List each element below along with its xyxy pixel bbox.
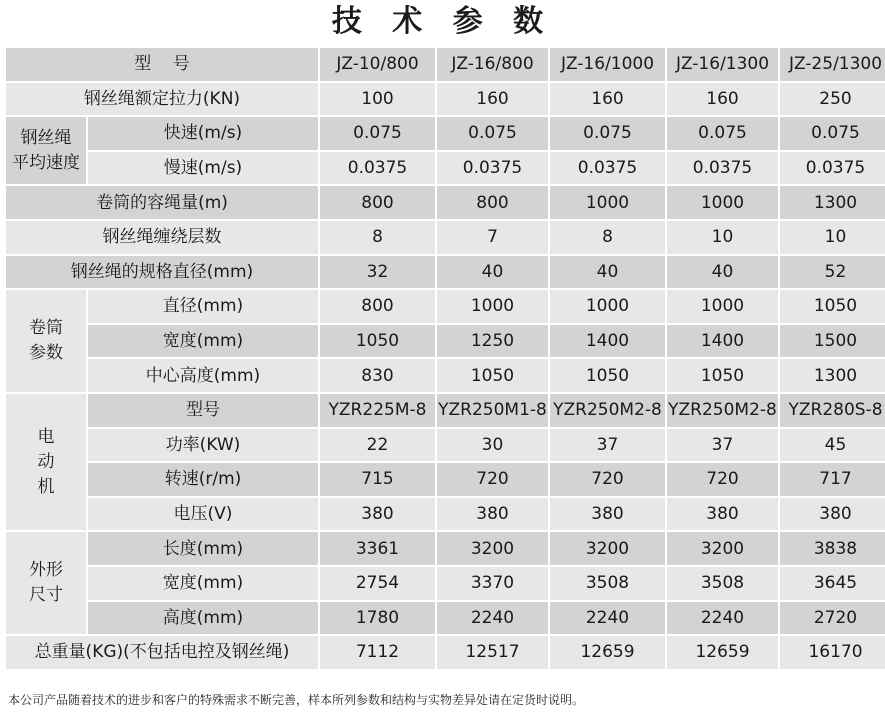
value-cell: YZR225M-8	[320, 394, 435, 427]
value-cell: 37	[550, 429, 665, 462]
value-cell: 1300	[780, 359, 885, 392]
value-cell: 1000	[667, 186, 778, 219]
value-cell: 380	[437, 498, 548, 531]
row-label: 长度(mm)	[88, 532, 318, 565]
page-title: 技 术 参 数	[331, 4, 554, 39]
value-cell: 0.075	[667, 117, 778, 150]
table-row	[6, 636, 885, 669]
value-cell: YZR280S-8	[780, 394, 885, 427]
table-row	[6, 256, 885, 289]
value-cell: 0.0375	[780, 152, 885, 185]
value-cell: 1780	[320, 602, 435, 635]
value-cell: 3200	[437, 532, 548, 565]
row-label: 钢丝绳的规格直径(mm)	[6, 256, 318, 289]
value-cell: 380	[780, 498, 885, 531]
value-cell: 1050	[320, 325, 435, 358]
value-cell: 800	[320, 290, 435, 323]
value-cell: 720	[437, 463, 548, 496]
value-cell: 2240	[667, 602, 778, 635]
group-label-motor	[6, 394, 86, 530]
model-cell: JZ-16/1300	[667, 48, 778, 81]
spec-table	[4, 46, 885, 671]
value-cell: 40	[667, 256, 778, 289]
value-cell: 12659	[550, 636, 665, 669]
table-row	[6, 429, 885, 462]
table-row	[6, 117, 885, 150]
value-cell: 2754	[320, 567, 435, 600]
value-cell: YZR250M1-8	[437, 394, 548, 427]
value-cell: 7112	[320, 636, 435, 669]
value-cell: 380	[320, 498, 435, 531]
row-label: 卷筒的容绳量(m)	[6, 186, 318, 219]
value-cell: 30	[437, 429, 548, 462]
header-row	[6, 48, 885, 81]
table-row	[6, 325, 885, 358]
row-label: 总重量(KG)(不包括电控及钢丝绳)	[6, 636, 318, 669]
row-label: 电压(V)	[88, 498, 318, 531]
value-cell: 3508	[667, 567, 778, 600]
value-cell: 0.075	[320, 117, 435, 150]
value-cell: 12659	[667, 636, 778, 669]
value-cell: 380	[667, 498, 778, 531]
value-cell: 12517	[437, 636, 548, 669]
model-cell: JZ-10/800	[320, 48, 435, 81]
value-cell: 0.0375	[667, 152, 778, 185]
value-cell: 1050	[437, 359, 548, 392]
row-label: 快速(m/s)	[88, 117, 318, 150]
value-cell: 3508	[550, 567, 665, 600]
group-label-drum	[6, 290, 86, 392]
value-cell: 22	[320, 429, 435, 462]
value-cell: 40	[550, 256, 665, 289]
value-cell: 1400	[667, 325, 778, 358]
value-cell: 1050	[550, 359, 665, 392]
row-label: 中心高度(mm)	[88, 359, 318, 392]
value-cell: 52	[780, 256, 885, 289]
value-cell: 800	[437, 186, 548, 219]
row-label: 直径(mm)	[88, 290, 318, 323]
value-cell: 8	[320, 221, 435, 254]
table-row	[6, 152, 885, 185]
group-text: 卷筒 参数	[29, 318, 63, 364]
row-label: 钢丝绳额定拉力(KN)	[6, 83, 318, 116]
value-cell: 40	[437, 256, 548, 289]
value-cell: 0.0375	[550, 152, 665, 185]
value-cell: 10	[780, 221, 885, 254]
value-cell: 250	[780, 83, 885, 116]
value-cell: 720	[550, 463, 665, 496]
value-cell: 1250	[437, 325, 548, 358]
model-cell: JZ-16/1000	[550, 48, 665, 81]
value-cell: 1500	[780, 325, 885, 358]
row-label: 宽度(mm)	[88, 567, 318, 600]
table-row	[6, 498, 885, 531]
model-cell: JZ-16/800	[437, 48, 548, 81]
group-text: 外形 尺寸	[29, 560, 63, 606]
table-row	[6, 602, 885, 635]
value-cell: 3838	[780, 532, 885, 565]
footnote: 本公司产品随着技术的进步和客户的特殊需求不断完善，样本所列参数和结构与实物差异处请在定货时说明。	[8, 693, 585, 707]
value-cell: 0.075	[780, 117, 885, 150]
table-row	[6, 186, 885, 219]
value-cell: 32	[320, 256, 435, 289]
value-cell: 160	[550, 83, 665, 116]
value-cell: 2240	[437, 602, 548, 635]
value-cell: 45	[780, 429, 885, 462]
table-row	[6, 394, 885, 427]
value-cell: 2240	[550, 602, 665, 635]
value-cell: 1000	[550, 186, 665, 219]
group-text: 电 动 机	[37, 426, 55, 497]
value-cell: 10	[667, 221, 778, 254]
table-row	[6, 463, 885, 496]
value-cell: 16170	[780, 636, 885, 669]
value-cell: YZR250M2-8	[667, 394, 778, 427]
value-cell: 0.0375	[320, 152, 435, 185]
value-cell: 0.0375	[437, 152, 548, 185]
group-label-rope-speed	[6, 117, 86, 184]
value-cell: 8	[550, 221, 665, 254]
table-row	[6, 290, 885, 323]
value-cell: 715	[320, 463, 435, 496]
model-cell: JZ-25/1300	[780, 48, 885, 81]
value-cell: 1000	[667, 290, 778, 323]
value-cell: 1000	[437, 290, 548, 323]
value-cell: YZR250M2-8	[550, 394, 665, 427]
table-row	[6, 83, 885, 116]
value-cell: 800	[320, 186, 435, 219]
value-cell: 3200	[667, 532, 778, 565]
value-cell: 717	[780, 463, 885, 496]
header-label: 型 号	[6, 48, 318, 81]
row-label: 钢丝绳缠绕层数	[6, 221, 318, 254]
table-row	[6, 567, 885, 600]
value-cell: 1000	[550, 290, 665, 323]
row-label: 型号	[88, 394, 318, 427]
value-cell: 160	[667, 83, 778, 116]
value-cell: 37	[667, 429, 778, 462]
table-row	[6, 221, 885, 254]
value-cell: 830	[320, 359, 435, 392]
value-cell: 7	[437, 221, 548, 254]
value-cell: 0.075	[550, 117, 665, 150]
row-label: 高度(mm)	[88, 602, 318, 635]
row-label: 宽度(mm)	[88, 325, 318, 358]
table-row	[6, 532, 885, 565]
value-cell: 160	[437, 83, 548, 116]
value-cell: 3200	[550, 532, 665, 565]
value-cell: 380	[550, 498, 665, 531]
value-cell: 1400	[550, 325, 665, 358]
row-label: 慢速(m/s)	[88, 152, 318, 185]
value-cell: 3370	[437, 567, 548, 600]
value-cell: 100	[320, 83, 435, 116]
value-cell: 3361	[320, 532, 435, 565]
row-label: 功率(KW)	[88, 429, 318, 462]
value-cell: 2720	[780, 602, 885, 635]
value-cell: 720	[667, 463, 778, 496]
row-label: 转速(r/m)	[88, 463, 318, 496]
value-cell: 1050	[667, 359, 778, 392]
value-cell: 3645	[780, 567, 885, 600]
group-text: 钢丝绳 平均速度	[12, 127, 80, 173]
table-row	[6, 359, 885, 392]
group-label-dimensions	[6, 532, 86, 634]
value-cell: 1300	[780, 186, 885, 219]
value-cell: 1050	[780, 290, 885, 323]
value-cell: 0.075	[437, 117, 548, 150]
